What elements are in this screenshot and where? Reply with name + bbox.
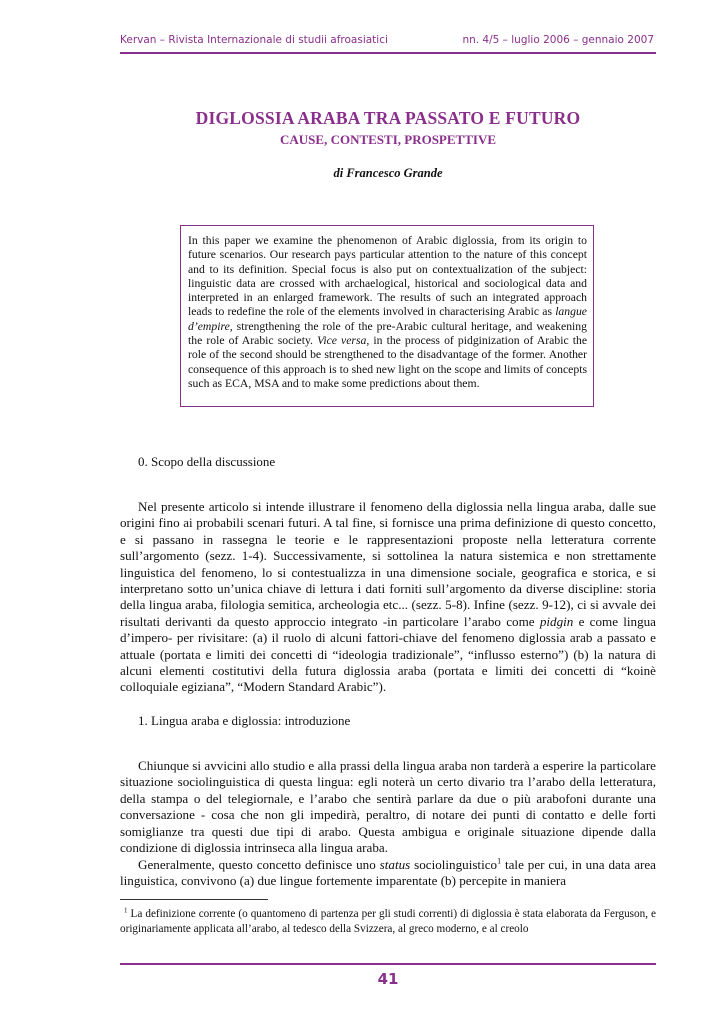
footnote-reference[interactable]: 1	[497, 856, 502, 866]
footnote	[120, 907, 656, 937]
paragraph-text: Generalmente, questo concetto definisce uno	[138, 857, 380, 872]
article-subtitle: CAUSE, CONTESTI, PROSPETTIVE	[280, 132, 496, 147]
paragraph-section-1-b	[120, 857, 656, 890]
abstract-text	[188, 234, 587, 391]
paragraph-italic: pidgin	[539, 613, 574, 629]
paragraph-text: Nel presente articolo si intende illustrare il fenomeno della diglossia nella lingua araba, dalle sue origini fino ai probabili scenari futuri. A tal fine, si fornisce una prima definizione di questo concetto, e si passano in rassegna le teorie e le rappresentazioni proposte nella letteratura corrente sull’argomento (sezz. 1-4). Successivamente, si sottolinea la natura sistemica e non strettamente linguistica del fenomeno, lo si contestualizza in una dimensione sociale, geografica e storica, e si interpretano sotto un’unica chiave di lettura i dati forniti sull’argomento da diverse discipline: storia della lingua araba, filologia semitica, archeologia etc... (sezz. 5-8). Infine (sezz. 9-12), ci si avvale dei risultati derivanti da questo approccio integrato -in particolare l’arabo come	[120, 499, 656, 629]
paragraph-text: e come lingua d’impero- per rivisitare: (a) il ruolo di alcuni fattori-chiave del fenomeno diglossia arab a passato e attuale (portata e limiti dei concetti di “ideologia tradizionale”, “influsso esterno”) (b) la natura di alcuni elementi costitutivi della futura diglossia araba (portata e limiti dei concetti di “koinè colloquiale egiziana”, “Modern Standard Arabic”).	[120, 613, 656, 695]
footnote-mark: 1	[124, 906, 128, 915]
abstract-part-1: In this paper we examine the phenomenon of Arabic diglossia, from its origin to future scenarios. Our research pays particular attention to the nature of this concept and to its definition. Special focus is also put on contextualization of the subject: linguistic data are crossed with archaelogical, historical and sociological data and interpreted in an enlarged framework. The results of such an integrated approach leads to redefine the role of the elements involved in characterising Arabic as	[188, 234, 587, 319]
section-heading-0: 0. Scopo della discussione	[138, 454, 276, 469]
abstract-box	[180, 225, 594, 407]
footer-rule	[120, 963, 656, 965]
footnote-text: La definizione corrente (o quantomeno di partenza per gli studi correnti) di diglossia è stata elaborata da Ferguson, e originariamente applicata all’arabo, al tedesco della Svizzera, al greco moderno, e al creolo	[120, 908, 656, 936]
paragraph-italic: status	[379, 857, 411, 872]
journal-name: Kervan – Rivista Internazionale di studii afroasiatici	[120, 34, 388, 46]
footnote-rule	[120, 899, 268, 900]
paragraph-text: sociolinguistico	[410, 857, 498, 872]
issue-info: nn. 4/5 – luglio 2006 – gennaio 2007	[462, 34, 654, 46]
abstract-part-3: , in the process of pidginization of Arabic the role of the second should be strengthened to the disadvantage of the former. Another consequence of this approach is to shed new light on the scope and limits of concepts such as ECA, MSA and to make some predictions about them.	[188, 334, 588, 390]
abstract-italic-2: Vice versa	[317, 334, 367, 348]
article-author: di Francesco Grande	[333, 166, 443, 180]
article-title: DIGLOSSIA ARABA TRA PASSATO E FUTURO	[195, 108, 581, 128]
abstract-italic-1: langue d’empire	[188, 305, 587, 333]
paragraph-text: tale per cui, in una data area linguistica, convivono (a) due lingue fortemente imparentate (b) percepite in maniera	[120, 857, 656, 889]
paragraph-section-0	[120, 499, 656, 696]
paragraph-section-1-a: Chiunque si avvicini allo studio e alla prassi della lingua araba non tarderà a esperire la particolare situazione sociolinguistica di questa lingua: egli noterà un certo divario tra l’arabo della letteratura, della stampa o del telegiornale, e l’arabo che sentirà parlare da due o più arabofoni durante una conversazione - cosa che non gli impedirà, peraltro, di notare dei punti di contatto e delle forti somiglianze tra questi due tipi di arabo. Questa ambigua e originale situazione dipende dalla condizione di diglossia intrinseca alla lingua araba.	[120, 758, 656, 856]
page-number: 41	[377, 970, 399, 988]
header-rule	[120, 52, 656, 54]
section-heading-1: 1. Lingua araba e diglossia: introduzione	[138, 713, 351, 728]
abstract-part-2: , strengthening the role of the pre-Arabic cultural heritage, and weakening the role of Arabic society.	[188, 319, 587, 348]
